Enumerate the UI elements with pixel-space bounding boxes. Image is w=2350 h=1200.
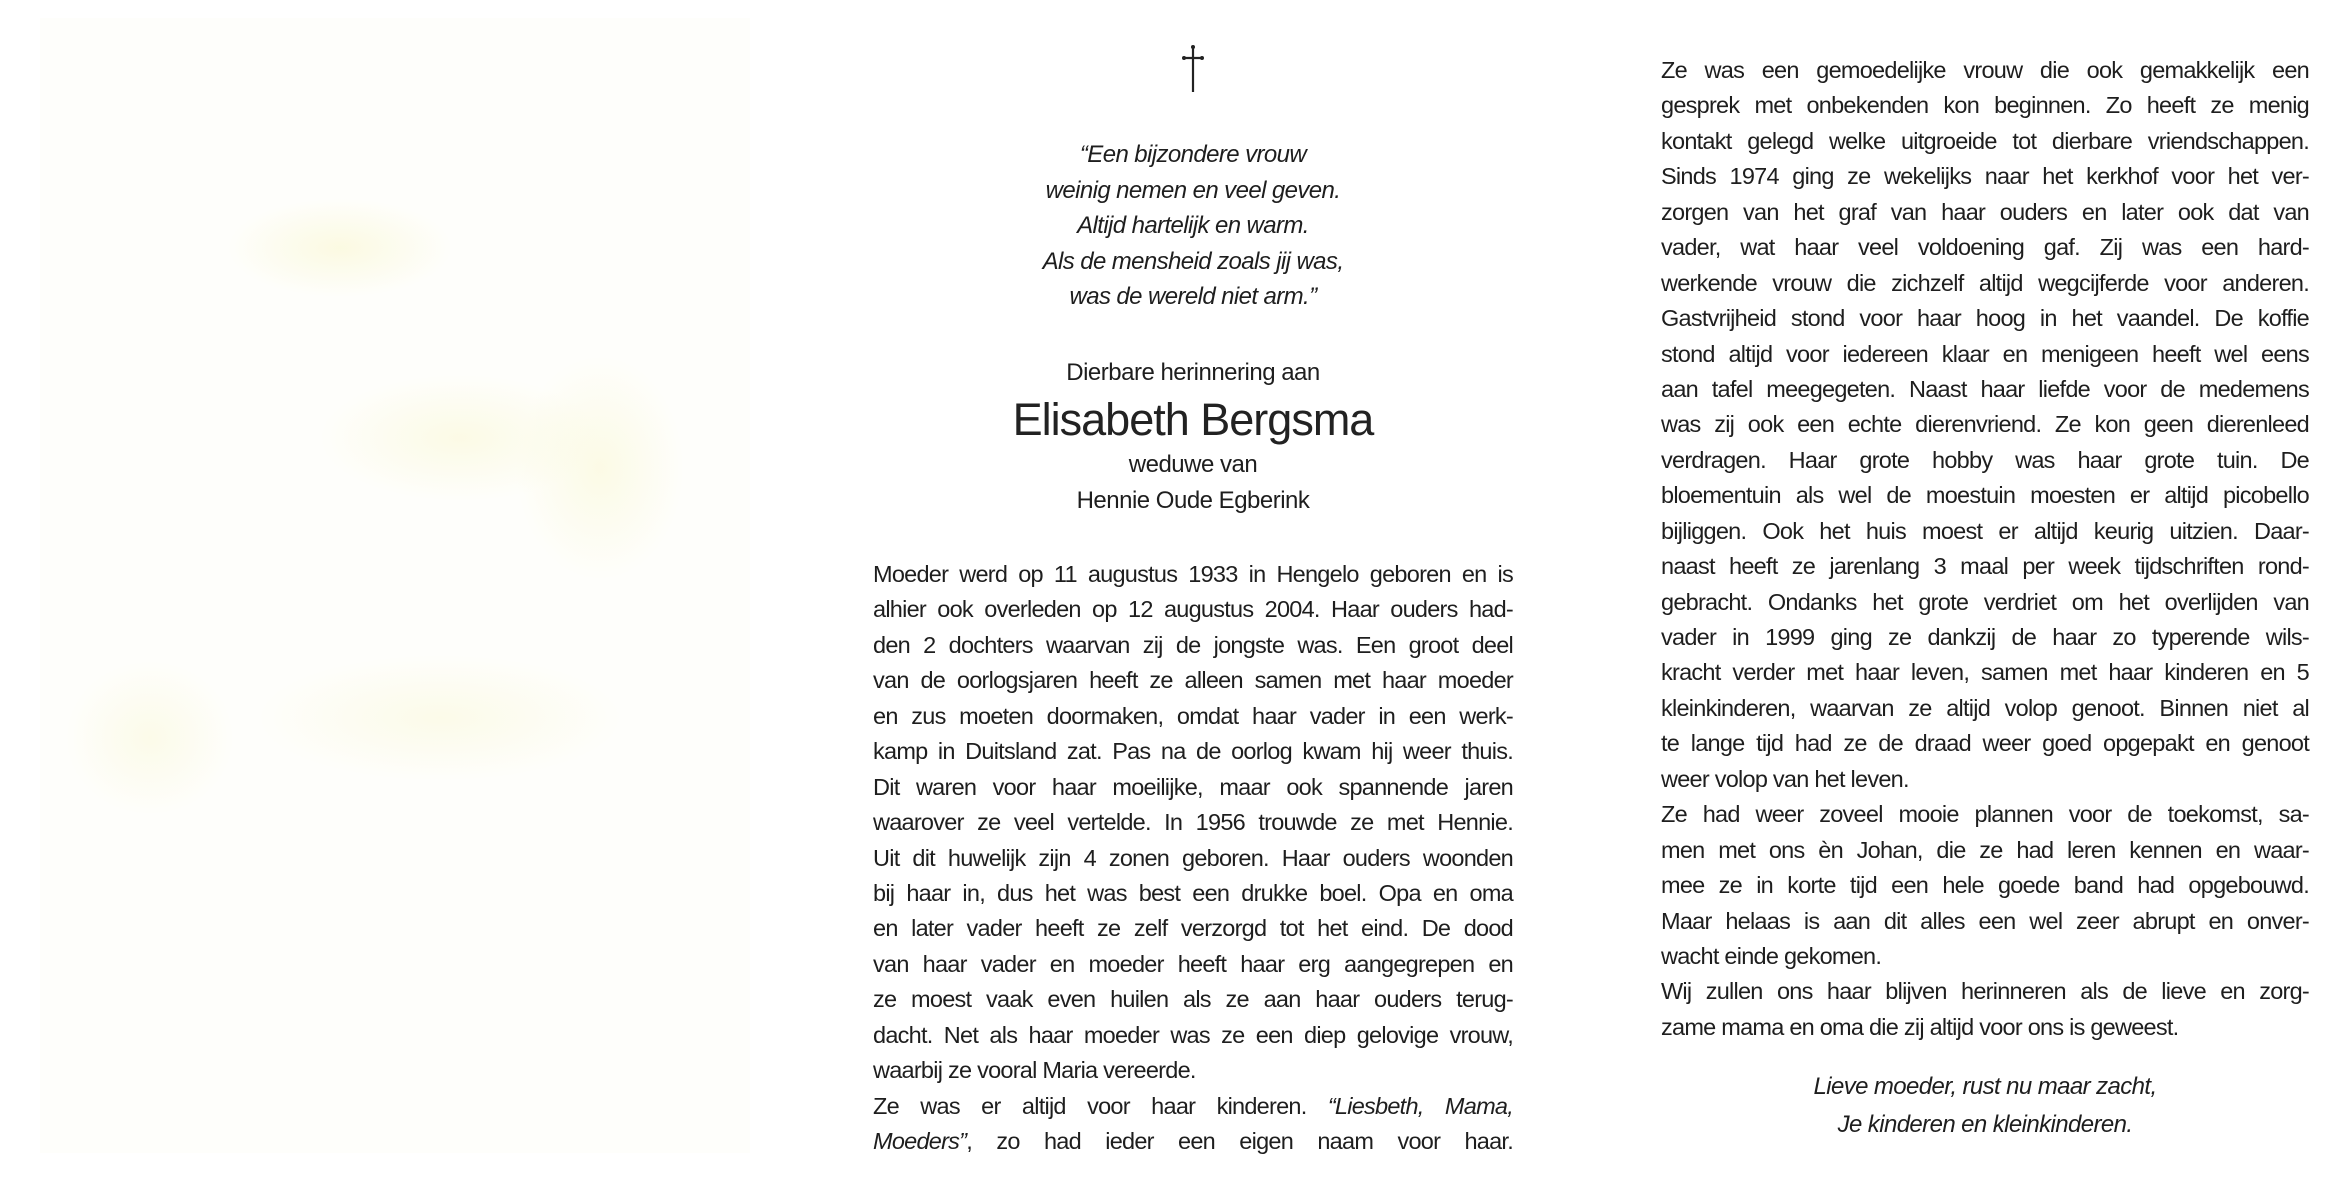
text-line: verdragen. Haar grote hobby was haar grote tuin. De: [1661, 446, 2309, 473]
text-line: te lange tijd had ze de draad weer goed opgepakt en genoot: [1661, 730, 2309, 757]
biography-right-column: [1661, 53, 2309, 1045]
text-line: waarover ze veel vertelde. In 1956 trouwde ze met Hennie.: [873, 809, 1513, 836]
spouse-name: Hennie Oude Egberink: [1076, 487, 1310, 514]
closing-verse: [1661, 1068, 2309, 1144]
text-line: gesprek met onbekenden kon beginnen. Zo heeft ze menig: [1661, 92, 2309, 119]
nicknames: “Liesbeth, Mama,: [1327, 1092, 1513, 1119]
text-line: en later vader heeft ze zelf verzorgd tot het eind. De dood: [873, 915, 1513, 942]
text-segment: Ze was er altijd voor haar kinderen.: [873, 1092, 1328, 1119]
text-line: [873, 1124, 1513, 1159]
text-line: werkende vrouw die zichzelf altijd wegcijferde voor anderen.: [1661, 269, 2309, 296]
text-line: Moeder werd op 11 augustus 1933 in Hengelo geboren en is: [873, 561, 1513, 587]
text-line: gebracht. Ondanks het grote verdriet om het overlijden van: [1661, 588, 2309, 615]
text-line: bijliggen. Ook het huis moest er altijd keurig uitzien. Daar-: [1661, 517, 2309, 544]
text-line: [873, 1089, 1513, 1124]
closing-line: Je kinderen en kleinkinderen.: [1837, 1111, 2133, 1138]
text-line: men met ons èn Johan, die ze had leren kennen en waar-: [1661, 836, 2309, 863]
text-line: stond altijd voor iedereen klaar en menigeen heeft wel eens: [1661, 340, 2309, 367]
text-line: kleinkinderen, waarvan ze altijd volop genoot. Binnen niet al: [1661, 694, 2309, 721]
quote-line: Als de mensheid zoals jij was,: [1042, 248, 1344, 275]
text-line: kamp in Duitsland zat. Pas na de oorlog kwam hij weer thuis.: [873, 738, 1513, 765]
text-line: zame mama en oma die zij altijd voor ons is geweest.: [1661, 1013, 2179, 1040]
text-line: kontakt gelegd welke uitgroeide tot dierbare vriendschappen.: [1661, 127, 2309, 154]
quote-line: was de wereld niet arm.”: [1069, 283, 1317, 310]
deceased-name: Elisabeth Bergsma: [1012, 394, 1374, 445]
text-segment: , zo had ieder een eigen naam voor haar.: [966, 1128, 1513, 1154]
text-line: ze moest vaak even huilen als ze aan haar ouders terug-: [873, 986, 1513, 1013]
text-line: den 2 dochters waarvan zij de jongste was. Een groot deel: [873, 631, 1513, 658]
text-line: vader, wat haar veel voldoening gaf. Zij was een hard-: [1661, 234, 2309, 261]
text-line: van de oorlogsjaren heeft ze alleen samen met haar moeder: [873, 667, 1513, 694]
text-line: Dit waren voor haar moeilijke, maar ook spannende jaren: [873, 773, 1513, 800]
text-line: waarbij ze vooral Maria vereerde.: [873, 1057, 1196, 1084]
text-line: zorgen van het graf van haar ouders en later ook dat van: [1661, 198, 2309, 225]
text-line: van haar vader en moeder heeft haar erg aangegrepen en: [873, 950, 1513, 977]
intro-text: Dierbare herinnering aan: [1066, 359, 1320, 386]
text-line: aan tafel meegegeten. Naast haar liefde voor de medemens: [1661, 375, 2309, 402]
text-line: Wij zullen ons haar blijven herinneren als de lieve en zorg-: [1661, 978, 2309, 1005]
text-line: Sinds 1974 ging ze wekelijks naar het kerkhof voor het ver-: [1661, 163, 2309, 190]
text-line: mee ze in korte tijd een hele goede band had opgebouwd.: [1661, 872, 2309, 899]
text-line: dacht. Net als haar moeder was ze een diep gelovige vrouw,: [873, 1021, 1513, 1048]
text-line: Gastvrijheid stond voor haar hoog in het vaandel. De koffie: [1661, 305, 2309, 332]
biography-left-column: [873, 557, 1513, 1159]
text-line: Uit dit huwelijk zijn 4 zonen geboren. Haar ouders woonden: [873, 844, 1513, 871]
quote-line: Altijd hartelijk en warm.: [1077, 212, 1309, 239]
widow-of-label: weduwe van: [1128, 451, 1258, 478]
quote-line: weinig nemen en veel geven.: [1045, 177, 1341, 204]
text-line: alhier ook overleden op 12 augustus 2004. Haar ouders had-: [873, 596, 1513, 623]
text-line: bij haar in, dus het was best een drukke boel. Opa en oma: [873, 879, 1513, 906]
text-line: vader in 1999 ging ze dankzij de haar zo typerende wils-: [1661, 624, 2309, 650]
cross-icon: [1181, 44, 1205, 94]
text-line: weer volop van het leven.: [1661, 765, 1909, 792]
closing-line: Lieve moeder, rust nu maar zacht,: [1813, 1073, 2157, 1100]
text-line: bloementuin als wel de moestuin moesten er altijd picobello: [1661, 482, 2309, 509]
text-line: naast heeft ze jarenlang 3 maal per week tijdschriften rond-: [1661, 553, 2309, 580]
card-front-image: [40, 18, 750, 1153]
text-line: kracht verder met haar leven, samen met haar kinderen en 5: [1661, 659, 2309, 686]
text-line: en zus moeten doormaken, omdat haar vader in een werk-: [873, 702, 1513, 729]
text-line: was zij ook een echte dierenvriend. Ze kon geen dierenleed: [1661, 411, 2309, 438]
text-line: Maar helaas is aan dit alles een wel zeer abrupt en onver-: [1661, 907, 2309, 934]
text-line: Ze had weer zoveel mooie plannen voor de toekomst, sa-: [1661, 801, 2309, 828]
nicknames: Moeders”: [873, 1128, 967, 1154]
text-line: wacht einde gekomen.: [1661, 942, 1882, 969]
quote-line: “Een bijzondere vrouw: [1079, 141, 1307, 168]
text-line: Ze was een gemoedelijke vrouw die ook gemakkelijk een: [1661, 57, 2309, 83]
